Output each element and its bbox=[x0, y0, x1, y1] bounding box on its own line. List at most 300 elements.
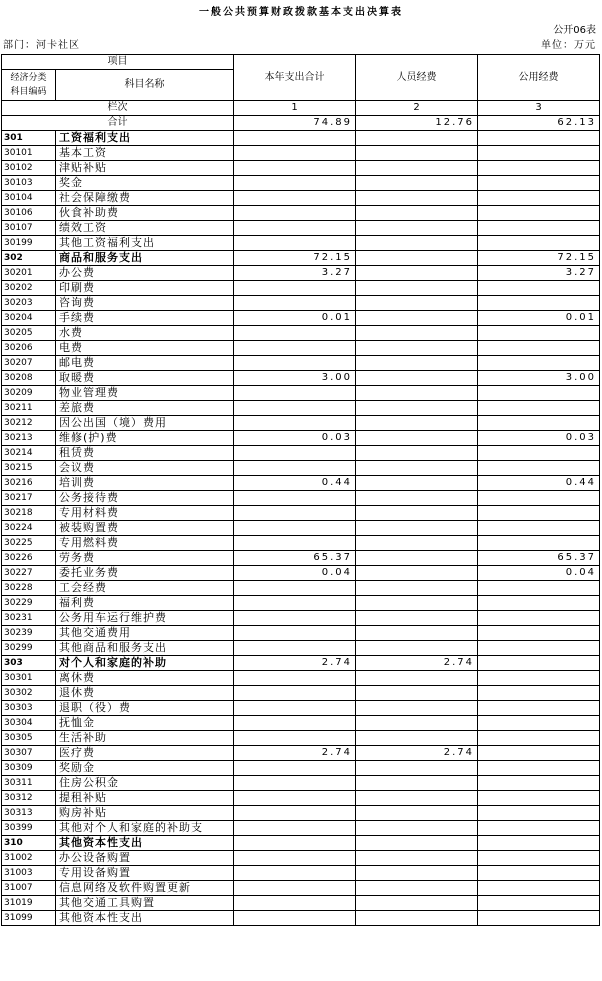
personnel-cell bbox=[356, 251, 478, 266]
table-row bbox=[2, 566, 600, 581]
table-row bbox=[2, 836, 600, 851]
public-cell bbox=[478, 386, 600, 401]
personnel-cell bbox=[356, 131, 478, 146]
table-row bbox=[2, 806, 600, 821]
table-row bbox=[2, 176, 600, 191]
personnel-cell bbox=[356, 191, 478, 206]
public-cell bbox=[478, 236, 600, 251]
year-total-cell bbox=[234, 731, 356, 746]
year-total-cell bbox=[234, 611, 356, 626]
public-cell: 0.03 bbox=[478, 431, 600, 446]
public-cell bbox=[478, 656, 600, 671]
public-cell bbox=[478, 881, 600, 896]
public-cell: 0.44 bbox=[478, 476, 600, 491]
table-row bbox=[2, 386, 600, 401]
subject-name-cell: 医疗费 bbox=[56, 746, 234, 761]
subject-name-cell: 津贴补贴 bbox=[56, 161, 234, 176]
public-cell: 65.37 bbox=[478, 551, 600, 566]
year-total-cell: 0.03 bbox=[234, 431, 356, 446]
econ-code-cell: 30301 bbox=[2, 671, 56, 686]
econ-code-cell: 30209 bbox=[2, 386, 56, 401]
year-total-cell bbox=[234, 356, 356, 371]
public-cell bbox=[478, 206, 600, 221]
table-row bbox=[2, 356, 600, 371]
subject-name-cell: 其他对个人和家庭的补助支 bbox=[56, 821, 234, 836]
subject-name-cell: 工资福利支出 bbox=[56, 131, 234, 146]
year-total-cell: 0.01 bbox=[234, 311, 356, 326]
public-cell bbox=[478, 611, 600, 626]
year-total-cell bbox=[234, 836, 356, 851]
header-total: 本年支出合计 bbox=[234, 55, 356, 101]
subject-name-cell: 印刷费 bbox=[56, 281, 234, 296]
table-row bbox=[2, 551, 600, 566]
year-total-cell bbox=[234, 686, 356, 701]
year-total-cell bbox=[234, 131, 356, 146]
year-total-cell bbox=[234, 281, 356, 296]
table-row bbox=[2, 266, 600, 281]
year-total-cell bbox=[234, 896, 356, 911]
econ-code-cell: 30107 bbox=[2, 221, 56, 236]
public-cell bbox=[478, 686, 600, 701]
table-row bbox=[2, 446, 600, 461]
personnel-cell bbox=[356, 491, 478, 506]
subject-name-cell: 办公设备购置 bbox=[56, 851, 234, 866]
unit-label: 单位：万元 bbox=[541, 40, 596, 51]
subject-name-cell: 工会经费 bbox=[56, 581, 234, 596]
year-total-cell: 72.15 bbox=[234, 251, 356, 266]
personnel-cell bbox=[356, 431, 478, 446]
subject-name-cell: 电费 bbox=[56, 341, 234, 356]
public-cell bbox=[478, 461, 600, 476]
subject-name-cell: 商品和服务支出 bbox=[56, 251, 234, 266]
year-total-cell bbox=[234, 326, 356, 341]
public-cell bbox=[478, 866, 600, 881]
econ-code-cell: 30229 bbox=[2, 596, 56, 611]
econ-code-cell: 30225 bbox=[2, 536, 56, 551]
subject-name-cell: 其他工资福利支出 bbox=[56, 236, 234, 251]
subject-name-cell: 差旅费 bbox=[56, 401, 234, 416]
header-row-project bbox=[2, 55, 600, 70]
year-total-cell bbox=[234, 491, 356, 506]
public-cell: 72.15 bbox=[478, 251, 600, 266]
personnel-cell bbox=[356, 821, 478, 836]
econ-code-cell: 31002 bbox=[2, 851, 56, 866]
econ-code-cell: 30202 bbox=[2, 281, 56, 296]
public-cell bbox=[478, 731, 600, 746]
personnel-cell bbox=[356, 476, 478, 491]
econ-code-cell: 30231 bbox=[2, 611, 56, 626]
econ-code-cell: 30216 bbox=[2, 476, 56, 491]
table-row bbox=[2, 521, 600, 536]
year-total-cell bbox=[234, 296, 356, 311]
econ-code-cell: 30299 bbox=[2, 641, 56, 656]
personnel-cell bbox=[356, 791, 478, 806]
personnel-cell bbox=[356, 776, 478, 791]
public-cell bbox=[478, 341, 600, 356]
table-row bbox=[2, 776, 600, 791]
subject-name-cell: 对个人和家庭的补助 bbox=[56, 656, 234, 671]
subject-name-cell: 信息网络及软件购置更新 bbox=[56, 881, 234, 896]
public-cell bbox=[478, 191, 600, 206]
public-cell bbox=[478, 581, 600, 596]
table-row bbox=[2, 491, 600, 506]
year-total-cell: 0.44 bbox=[234, 476, 356, 491]
public-cell bbox=[478, 671, 600, 686]
econ-code-cell: 31007 bbox=[2, 881, 56, 896]
personnel-cell bbox=[356, 596, 478, 611]
subject-name-cell: 离休费 bbox=[56, 671, 234, 686]
econ-code-cell: 30213 bbox=[2, 431, 56, 446]
year-total-cell: 0.04 bbox=[234, 566, 356, 581]
public-cell: 0.04 bbox=[478, 566, 600, 581]
year-total-cell bbox=[234, 236, 356, 251]
subject-name-cell: 其他资本性支出 bbox=[56, 836, 234, 851]
public-cell bbox=[478, 851, 600, 866]
year-total-cell bbox=[234, 206, 356, 221]
econ-code-cell: 30102 bbox=[2, 161, 56, 176]
econ-code-cell: 30215 bbox=[2, 461, 56, 476]
econ-code-cell: 30227 bbox=[2, 566, 56, 581]
personnel-cell bbox=[356, 521, 478, 536]
personnel-cell bbox=[356, 446, 478, 461]
personnel-cell bbox=[356, 641, 478, 656]
personnel-cell bbox=[356, 161, 478, 176]
table-row bbox=[2, 536, 600, 551]
year-total-cell bbox=[234, 521, 356, 536]
year-total-cell bbox=[234, 791, 356, 806]
table-row bbox=[2, 896, 600, 911]
header-econ-code: 经济分类 科目编码 bbox=[2, 70, 56, 101]
public-cell bbox=[478, 326, 600, 341]
year-total-cell bbox=[234, 866, 356, 881]
public-cell bbox=[478, 806, 600, 821]
personnel-cell bbox=[356, 296, 478, 311]
table-row bbox=[2, 701, 600, 716]
year-total-cell bbox=[234, 146, 356, 161]
personnel-cell bbox=[356, 851, 478, 866]
table-row bbox=[2, 866, 600, 881]
year-total-cell bbox=[234, 761, 356, 776]
subject-name-cell: 会议费 bbox=[56, 461, 234, 476]
personnel-cell bbox=[356, 881, 478, 896]
year-total-cell bbox=[234, 386, 356, 401]
econ-code-cell: 30226 bbox=[2, 551, 56, 566]
public-cell bbox=[478, 896, 600, 911]
personnel-cell bbox=[356, 236, 478, 251]
year-total-cell bbox=[234, 416, 356, 431]
econ-code-cell: 30206 bbox=[2, 341, 56, 356]
subject-name-cell: 奖励金 bbox=[56, 761, 234, 776]
year-total-cell bbox=[234, 776, 356, 791]
table-row bbox=[2, 686, 600, 701]
econ-code-cell: 30224 bbox=[2, 521, 56, 536]
header-personnel: 人员经费 bbox=[356, 55, 478, 101]
personnel-cell bbox=[356, 866, 478, 881]
public-cell bbox=[478, 281, 600, 296]
year-total-cell bbox=[234, 341, 356, 356]
econ-code-cell: 30302 bbox=[2, 686, 56, 701]
econ-code-cell: 30103 bbox=[2, 176, 56, 191]
personnel-cell bbox=[356, 461, 478, 476]
econ-code-cell: 30208 bbox=[2, 371, 56, 386]
econ-code-cell: 30211 bbox=[2, 401, 56, 416]
public-cell bbox=[478, 641, 600, 656]
table-row bbox=[2, 341, 600, 356]
public-cell bbox=[478, 911, 600, 926]
subject-name-cell: 取暖费 bbox=[56, 371, 234, 386]
public-cell bbox=[478, 176, 600, 191]
year-total-cell bbox=[234, 881, 356, 896]
econ-code-cell: 30205 bbox=[2, 326, 56, 341]
subject-name-cell: 其他商品和服务支出 bbox=[56, 641, 234, 656]
subject-name-cell: 生活补助 bbox=[56, 731, 234, 746]
personnel-cell bbox=[356, 911, 478, 926]
personnel-cell bbox=[356, 626, 478, 641]
year-total-cell bbox=[234, 911, 356, 926]
econ-code-cell: 30212 bbox=[2, 416, 56, 431]
subject-name-cell: 邮电费 bbox=[56, 356, 234, 371]
public-cell bbox=[478, 626, 600, 641]
personnel-cell: 2.74 bbox=[356, 746, 478, 761]
public-cell: 3.27 bbox=[478, 266, 600, 281]
col-index-3: 3 bbox=[478, 101, 600, 116]
personnel-cell bbox=[356, 536, 478, 551]
subject-name-cell: 住房公积金 bbox=[56, 776, 234, 791]
personnel-cell bbox=[356, 401, 478, 416]
personnel-cell bbox=[356, 326, 478, 341]
econ-code-cell: 30204 bbox=[2, 311, 56, 326]
year-total-cell: 2.74 bbox=[234, 746, 356, 761]
table-row bbox=[2, 821, 600, 836]
table-row bbox=[2, 731, 600, 746]
subject-name-cell: 福利费 bbox=[56, 596, 234, 611]
year-total-cell bbox=[234, 701, 356, 716]
econ-code-cell: 310 bbox=[2, 836, 56, 851]
year-total-cell bbox=[234, 851, 356, 866]
table-row bbox=[2, 611, 600, 626]
table-row bbox=[2, 416, 600, 431]
public-cell bbox=[478, 506, 600, 521]
year-total-cell bbox=[234, 821, 356, 836]
econ-code-cell: 30218 bbox=[2, 506, 56, 521]
public-cell bbox=[478, 131, 600, 146]
econ-code-cell: 30199 bbox=[2, 236, 56, 251]
personnel-cell bbox=[356, 716, 478, 731]
total-value-personnel: 12.76 bbox=[356, 116, 478, 131]
personnel-cell bbox=[356, 311, 478, 326]
econ-code-cell: 30106 bbox=[2, 206, 56, 221]
personnel-cell bbox=[356, 386, 478, 401]
subject-name-cell: 手续费 bbox=[56, 311, 234, 326]
personnel-cell bbox=[356, 701, 478, 716]
year-total-cell: 3.00 bbox=[234, 371, 356, 386]
subject-name-cell: 办公费 bbox=[56, 266, 234, 281]
year-total-cell bbox=[234, 716, 356, 731]
header-public: 公用经费 bbox=[478, 55, 600, 101]
personnel-cell bbox=[356, 581, 478, 596]
personnel-cell bbox=[356, 341, 478, 356]
subject-name-cell: 劳务费 bbox=[56, 551, 234, 566]
personnel-cell bbox=[356, 836, 478, 851]
total-label: 合计 bbox=[2, 116, 234, 131]
table-row bbox=[2, 401, 600, 416]
department-label: 部门：河卡社区 bbox=[3, 40, 80, 51]
econ-code-cell: 30201 bbox=[2, 266, 56, 281]
public-cell bbox=[478, 536, 600, 551]
header-row-index bbox=[2, 101, 600, 116]
total-value-public: 62.13 bbox=[478, 116, 600, 131]
econ-code-cell: 30101 bbox=[2, 146, 56, 161]
personnel-cell bbox=[356, 416, 478, 431]
year-total-cell bbox=[234, 626, 356, 641]
header-project: 项目 bbox=[2, 55, 234, 70]
total-value-year: 74.89 bbox=[234, 116, 356, 131]
table-row bbox=[2, 161, 600, 176]
personnel-cell bbox=[356, 356, 478, 371]
econ-code-cell: 30207 bbox=[2, 356, 56, 371]
subject-name-cell: 专用材料费 bbox=[56, 506, 234, 521]
econ-code-cell: 31003 bbox=[2, 866, 56, 881]
econ-code-cell: 30303 bbox=[2, 701, 56, 716]
expenditure-table bbox=[1, 54, 600, 926]
table-row bbox=[2, 881, 600, 896]
year-total-cell bbox=[234, 161, 356, 176]
econ-code-cell: 30311 bbox=[2, 776, 56, 791]
public-cell bbox=[478, 776, 600, 791]
subject-name-cell: 专用设备购置 bbox=[56, 866, 234, 881]
subject-name-cell: 物业管理费 bbox=[56, 386, 234, 401]
table-row bbox=[2, 251, 600, 266]
econ-code-cell: 301 bbox=[2, 131, 56, 146]
table-row bbox=[2, 656, 600, 671]
subject-name-cell: 委托业务费 bbox=[56, 566, 234, 581]
subject-name-cell: 奖金 bbox=[56, 176, 234, 191]
subject-name-cell: 因公出国（境）费用 bbox=[56, 416, 234, 431]
econ-code-cell: 30228 bbox=[2, 581, 56, 596]
econ-code-cell: 31019 bbox=[2, 896, 56, 911]
table-row bbox=[2, 746, 600, 761]
subject-name-cell: 培训费 bbox=[56, 476, 234, 491]
public-cell bbox=[478, 836, 600, 851]
table-row bbox=[2, 221, 600, 236]
subject-name-cell: 退休费 bbox=[56, 686, 234, 701]
personnel-cell bbox=[356, 566, 478, 581]
econ-code-cell: 303 bbox=[2, 656, 56, 671]
personnel-cell bbox=[356, 686, 478, 701]
table-row bbox=[2, 371, 600, 386]
table-row bbox=[2, 716, 600, 731]
public-cell bbox=[478, 746, 600, 761]
econ-code-cell: 30307 bbox=[2, 746, 56, 761]
subject-name-cell: 专用燃料费 bbox=[56, 536, 234, 551]
public-cell bbox=[478, 296, 600, 311]
personnel-cell bbox=[356, 896, 478, 911]
public-cell bbox=[478, 821, 600, 836]
public-cell: 3.00 bbox=[478, 371, 600, 386]
personnel-cell bbox=[356, 206, 478, 221]
public-cell bbox=[478, 701, 600, 716]
public-cell bbox=[478, 146, 600, 161]
subject-name-cell: 抚恤金 bbox=[56, 716, 234, 731]
econ-code-cell: 30309 bbox=[2, 761, 56, 776]
table-row bbox=[2, 461, 600, 476]
table-row bbox=[2, 326, 600, 341]
personnel-cell bbox=[356, 281, 478, 296]
econ-code-cell: 30312 bbox=[2, 791, 56, 806]
personnel-cell bbox=[356, 611, 478, 626]
personnel-cell bbox=[356, 221, 478, 236]
subject-name-cell: 购房补贴 bbox=[56, 806, 234, 821]
table-row bbox=[2, 206, 600, 221]
econ-code-cell: 30214 bbox=[2, 446, 56, 461]
econ-code-cell: 30313 bbox=[2, 806, 56, 821]
year-total-cell: 3.27 bbox=[234, 266, 356, 281]
table-row bbox=[2, 626, 600, 641]
subject-name-cell: 其他交通工具购置 bbox=[56, 896, 234, 911]
table-row bbox=[2, 761, 600, 776]
public-cell bbox=[478, 521, 600, 536]
year-total-cell: 65.37 bbox=[234, 551, 356, 566]
subject-name-cell: 水费 bbox=[56, 326, 234, 341]
table-row bbox=[2, 191, 600, 206]
subject-name-cell: 基本工资 bbox=[56, 146, 234, 161]
table-row bbox=[2, 791, 600, 806]
total-row bbox=[2, 116, 600, 131]
year-total-cell bbox=[234, 461, 356, 476]
subject-name-cell: 提租补贴 bbox=[56, 791, 234, 806]
public-cell bbox=[478, 596, 600, 611]
table-row bbox=[2, 281, 600, 296]
personnel-cell bbox=[356, 731, 478, 746]
public-cell bbox=[478, 416, 600, 431]
subject-name-cell: 被装购置费 bbox=[56, 521, 234, 536]
table-row bbox=[2, 236, 600, 251]
report-title: 一般公共预算财政拨款基本支出决算表 bbox=[199, 7, 403, 18]
subject-name-cell: 公务接待费 bbox=[56, 491, 234, 506]
personnel-cell bbox=[356, 266, 478, 281]
subject-name-cell: 社会保障缴费 bbox=[56, 191, 234, 206]
subject-name-cell: 其他交通费用 bbox=[56, 626, 234, 641]
form-number: 公开06表 bbox=[553, 25, 596, 36]
subject-name-cell: 其他资本性支出 bbox=[56, 911, 234, 926]
public-cell bbox=[478, 161, 600, 176]
year-total-cell bbox=[234, 221, 356, 236]
year-total-cell bbox=[234, 596, 356, 611]
econ-code-cell: 302 bbox=[2, 251, 56, 266]
year-total-cell bbox=[234, 641, 356, 656]
header-subject-name: 科目名称 bbox=[56, 70, 234, 101]
public-cell bbox=[478, 761, 600, 776]
table-row bbox=[2, 131, 600, 146]
personnel-cell bbox=[356, 371, 478, 386]
econ-code-cell: 30104 bbox=[2, 191, 56, 206]
personnel-cell bbox=[356, 146, 478, 161]
econ-code-cell: 30217 bbox=[2, 491, 56, 506]
table-row bbox=[2, 911, 600, 926]
year-total-cell bbox=[234, 671, 356, 686]
year-total-cell bbox=[234, 536, 356, 551]
public-cell bbox=[478, 491, 600, 506]
subject-name-cell: 维修(护)费 bbox=[56, 431, 234, 446]
table-row bbox=[2, 596, 600, 611]
year-total-cell: 2.74 bbox=[234, 656, 356, 671]
econ-code-cell: 30305 bbox=[2, 731, 56, 746]
personnel-cell bbox=[356, 671, 478, 686]
personnel-cell bbox=[356, 176, 478, 191]
year-total-cell bbox=[234, 581, 356, 596]
row-index-label: 栏次 bbox=[2, 101, 234, 116]
subject-name-cell: 公务用车运行维护费 bbox=[56, 611, 234, 626]
